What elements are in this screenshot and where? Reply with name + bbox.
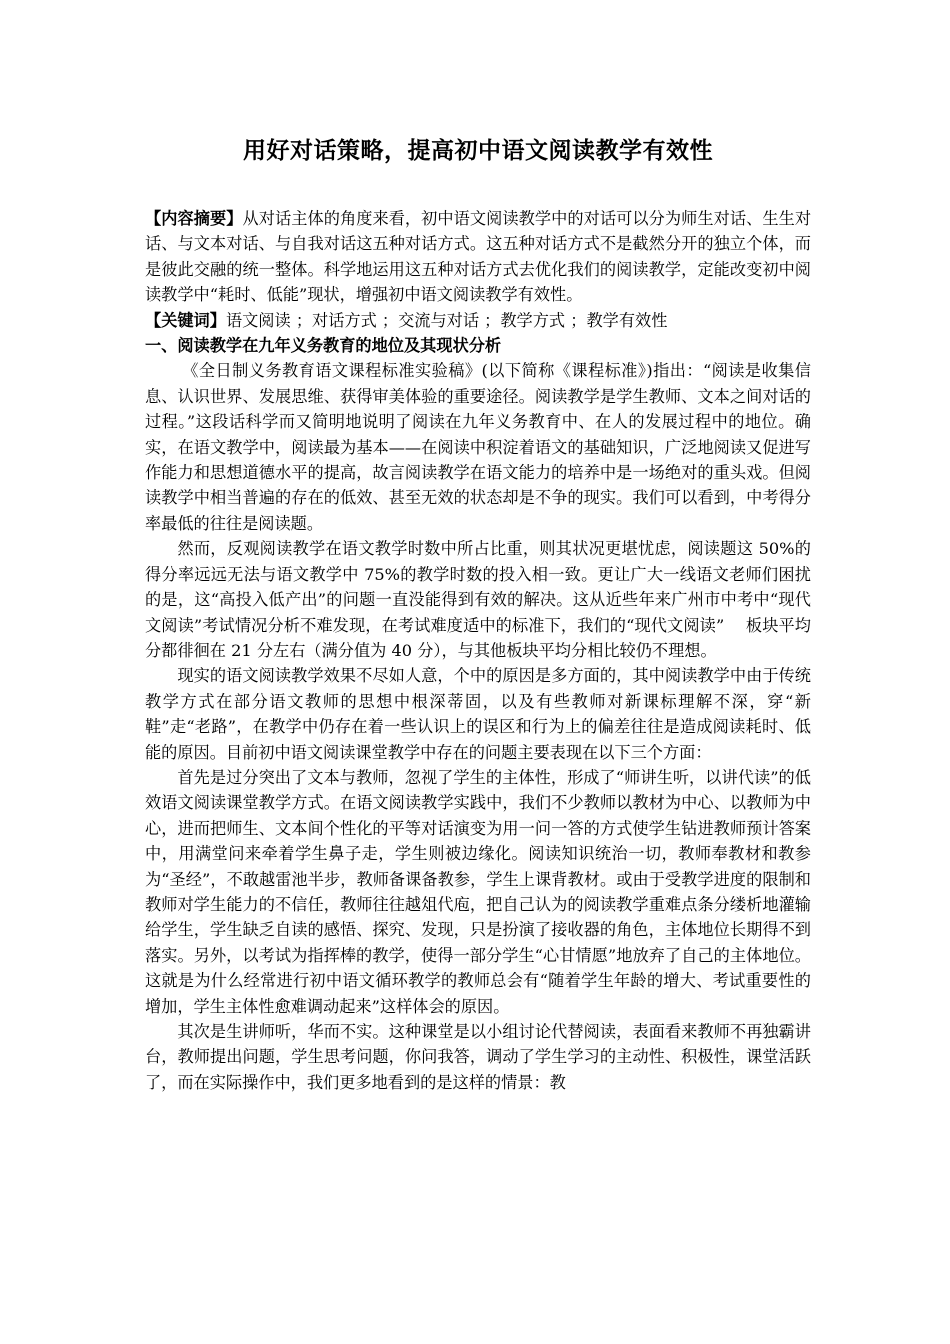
- body-paragraph-2: 然而，反观阅读教学在语文教学时数中所占比重，则其状况更堪忧虑，阅读题这 50%的得分率远远无法与语文教学中 75%的教学时数的投入相一致。更让广大一线语文老师们困扰的是，这“高投入低产出”的问题一直没能得到有效的解决。这从近些年来广州市中考中“现代文阅读”考试情况分析不难发现，在考试难度适中的标准下，我们的“现代文阅读” 板块平均分都徘徊在 21 分左右（满分值为 40 分），与其他板块平均分相比较仍不理想。: [145, 539, 811, 660]
- document-page: [145, 128, 811, 1095]
- abstract-text: 从对话主体的角度来看，初中语文阅读教学中的对话可以分为师生对话、生生对话、与文本对话、与自我对话这五种对话方式。这五种对话方式不是截然分开的独立个体，而是彼此交融的统一整体。科学地运用这五种对话方式去优化我们的阅读教学，定能改变初中阅读教学中“耗时、低能”现状，增强初中语文阅读教学有效性。: [145, 209, 812, 305]
- body-paragraph-5: 其次是生讲师听，华而不实。这种课堂是以小组讨论代替阅读，表面看来教师不再独霸讲台，教师提出问题，学生思考问题，你问我答，调动了学生学习的主动性、积极性，课堂活跃了，而在实际操作中，我们更多地看到的是这样的情景：教: [145, 1022, 811, 1092]
- keywords-paragraph: [145, 308, 811, 333]
- page-title: 用好对话策略，提高初中语文阅读教学有效性: [243, 138, 713, 164]
- section-heading: 一、阅读教学在九年义务教育的地位及其现状分析: [145, 336, 502, 356]
- keywords-label: 【关键词】: [145, 310, 226, 330]
- abstract-label: 【内容摘要】: [145, 209, 243, 228]
- body-paragraph-4: 首先是过分突出了文本与教师，忽视了学生的主体性，形成了“师讲生听，以讲代读”的低效语文阅读课堂教学方式。在语文阅读教学实践中，我们不少教师以教材为中心、以教师为中心，进而把师生、文本间个性化的平等对话演变为用一问一答的方式使学生钻进教师预计答案中，用满堂问来牵着学生鼻子走，学生则被边缘化。阅读知识统治一切，教师奉教材和教参为“圣经”，不敢越雷池半步，教师备课备教参，学生上课背教材。或由于受教学进度的限制和教师对学生能力的不信任，教师往往越俎代庖，把自己认为的阅读教学重难点条分缕析地灌输给学生，学生缺乏自读的感悟、探究、发现，只是扮演了接收器的角色，主体地位长期得不到落实。另外，以考试为指挥棒的教学，使得一部分学生“心甘情愿”地放弃了自己的主体地位。这就是为什么经常进行初中语文循环教学的教师总会有“随着学生年龄的增大、考试重要性的增加，学生主体性愈难调动起来”这样体会的原因。: [145, 767, 811, 1016]
- abstract-paragraph: [145, 206, 811, 308]
- body-paragraph-3: 现实的语文阅读教学效果不尽如人意，个中的原因是多方面的，其中阅读教学中由于传统教学方式在部分语文教师的思想中根深蒂固，以及有些教师对新课标理解不深，穿“新鞋”走“老路”，在教学中仍存在着一些认识上的误区和行为上的偏差往往是造成阅读耗时、低能的原因。目前初中语文阅读课堂教学中存在的问题主要表现在以下三个方面：: [145, 666, 811, 762]
- body-paragraph-1: 《全日制义务教育语文课程标准实验稿》(以下简称《课程标准》)指出：“阅读是收集信息、认识世界、发展思维、获得审美体验的重要途径。阅读教学是学生教师、文本之间对话的过程。”这段话科学而又简明地说明了阅读在九年义务教育中、在人的发展过程中的地位。确实，在语文教学中，阅读最为基本——在阅读中积淀着语文的基础知识，广泛地阅读又促进写作能力和思想道德水平的提高，故言阅读教学在语文能力的培养中是一场绝对的重头戏。但阅读教学中相当普遍的存在的低效、甚至无效的状态却是不争的现实。我们可以看到，中考得分率最低的往往是阅读题。: [145, 361, 811, 533]
- keywords-text: 语文阅读 ；对话方式 ；交流与对话 ；教学方式 ；教学有效性: [225, 310, 668, 330]
